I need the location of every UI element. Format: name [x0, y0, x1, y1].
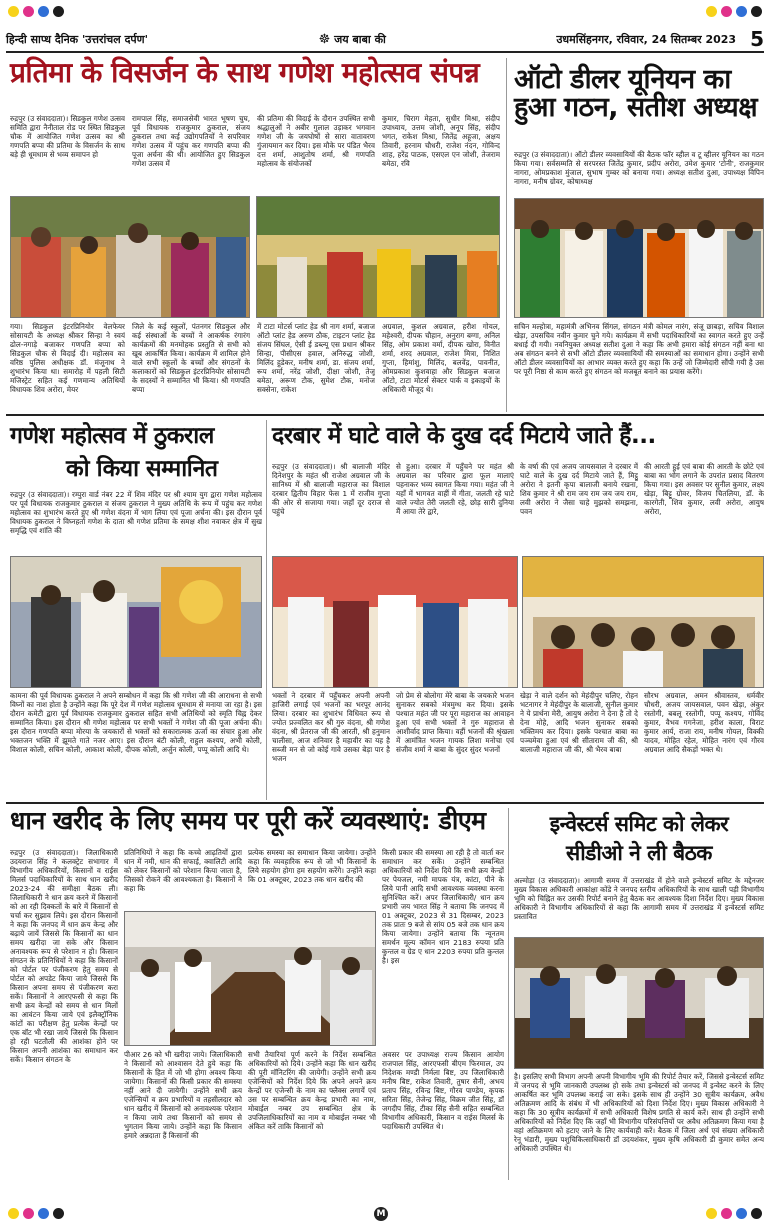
story3-headline-line2: को किया सम्मानित	[66, 456, 218, 482]
story5-col3b: सभी तैयारियां पूर्ण करने के निर्देश सम्बन्धित अधिकारियों को दिये। उन्होंने कहा कि धान खरीद की पूरी मॉनिटरिंग की जायेगी। उन्होंने सभी क्रय एजेन्सियों को निर्देश दिये कि अपने अपने क्रय केन्द्रों पर एजेन्सी के नाम का फ्लैक्स लगायें एवं उस पर सम्बन्धित क्रय केन्द्र प्रभारी का नाम, मोबाईल नम्बर उप सम्बन्धित क्षेत्र के उपजिलाधिकारियों का नाम व मोबाईल नम्बर भी अंकित करें ताकि किसानों को	[248, 1050, 376, 1131]
story3-body2: कामना की पूर्व विधायक ठुकराल ने अपने सम्बोधन में कहा कि श्री गणेश जी की आराधना से सभी विघ्नों का नाश होता है उन्होंने कहा कि पूरे देश में गणेश महोत्सव धूमधाम से मनाया जा रहा है। इस दौरान कमेटी द्वारा पूर्व विधायक राजकुमार ठुकराल सहित सभी अतिथियों को स्मृति चिह्न देकर सम्मानित किया। इस दौरान श्री गणेश महोत्सव पर सभी भक्तों ने गणेश जी की पूजा अर्चना की। इस दौरान गणपति बप्पा मोरया के जयकारों से भक्तों को सकारात्मक ऊर्जा का संचार हुआ और भक्तजन भक्ति में झूमते गाते नजर आए। इस दौरान बंटी कोली, राहुल कश्यप, अभी कोली, विशाल कोली, सचिन कोली, आकाश कोली, दीपक कोली, अर्जुन कोली, पप्पू कोली आदि थे।	[10, 691, 262, 754]
story1-col1b: गया। सिडकुल इंटरप्रिनियोर वेलफेयर सोसायटी के अध्यक्ष श्रीकर सिन्हा ने स्वयं ढोल-नगाड़े बजाकर गणपति बप्पा को सिडकुल चौक से विदाई दी। महोत्सव का वरिष्ठ पुलिस अधीक्षक डॉ. मंजूनाथ ने शुभारंभ किया था। समारोह में पहली सिटी मजिस्ट्रेट सहित कई गणमान्य अतिथियों विधायक शिव अरोरा, मेयर	[10, 322, 125, 394]
story1-col4: कुमार, चिराग मेहता, सुधीर मिश्रा, संदीप उपाध्याय, उत्तम जोशी, अनूप सिंह, संदीप भगत, राकेश मिश्रा, जितेंद्र अहूजा, अक्षय तिवारी, हरनाम चौधरी, राजेश नंदन, गोविन्द शाह, हरेंद्र पाठक, एसएल एन जोशी, तेजराम बमेठा, रवि	[382, 114, 500, 168]
footer-logo: M	[374, 1207, 388, 1221]
story1-col4b: अग्रवाल, कुशल अग्रवाल, हरीश गोयल, महेश्वरी, दीपक चौहान, अनुराग बग्गा, अनिल सिंह, ओम प्रकाश वर्मा, दीपक खोरा, विनीत शर्मा, शरद अग्रवाल, राजेश मित्रा, निशित गुप्ता, हिमांशु, मिलिंद, बलवेंद्र, पावनीत, ओमप्रकाश कुशवाहा और सिडकुल बजाज ऑटो, टाटा मोटर्स सेक्टर पार्क व इकाइयों के अधिकारी मौजूद थे।	[382, 322, 500, 394]
story4-col2: से हुआ। दरबार में पहुँचने पर महंत श्री अग्रवाल का परिवार द्वारा फूल मालाएं पहनाकर भव्य स्वागत किया गया। महंत जी ने यहाँ में भागवत वाहीं में गीता, जलती रहे घाटे वाले ज्योत तेरी जलती रहे, छोड़ सारी दुनिया मैं आया तेरे द्वारे,	[396, 462, 514, 516]
black-dot	[53, 6, 64, 17]
header-rule	[6, 51, 764, 53]
story1-col3b: में टाटा मोटर्स प्लांट हेड श्री नाग शर्मा, बजाज ऑटो प्लांट हेड अरुण ठौक, टाइटन प्लांट हेड संजय सिंघल, ऐसी ई डब्ल्यू एस प्रधान श्रीकर सिन्हा, पीसीएस हवाल, अनिरुद्ध जोशी, मिलिंद हुडेकर, मनीष शर्मा, डा. संजय शर्मा, रूप शर्मा, नरेंद्र जोशी, दीक्षा जोशी, तेजू बमेठा, अरूण टौक, सुमेश टौक, मनोज सक्सेना, राकेश	[257, 322, 375, 394]
yellow-dot	[8, 6, 19, 17]
center-tag: जय बाबा की	[334, 32, 386, 46]
om-icon: ☸	[318, 31, 331, 47]
story6-headline-wrap	[514, 810, 764, 868]
column-divider-3	[508, 808, 509, 1180]
story5-col4: किसी प्रकार की समस्या आ रही है तो वार्ता कर समाधान कर सकें। उन्होंने सम्बन्धित अधिकारियों को निर्देश दिये कि सभी क्रय केन्द्रों पर पेयजल, नमी मापक यंत्र, कांटा, पीने के लिये पानी आदि सभी आवश्यक व्यवस्था करना सुनिश्चित करें। अपर जिलाधिकारी/ धान क्रय प्रभारी जय भारत सिंह ने बताया कि जनपद में 01 अक्टूबर, 2023 से 31 दिसम्बर, 2023 तक प्रातः 9 बजे से सांय 05 बजे तक धान क्रय किया जायेगा। उन्होंने बताया कि न्यूनतम समर्थन मूल्य कॉमन धान 2183 रुपया प्रति कुन्तल व ग्रेड ए धान 2203 रुपया प्रति कुन्तल है। इस	[382, 848, 504, 965]
story4-col1: रुद्रपुर (उ स‍ंवाददाता)। श्री बालाजी मंदिर दिनेशपुर के महंत श्री राजेश अग्रवाल जी के सानिध्य में श्री बालाजी महाराज का विशाल दरबार द्वितीय विहार फेस 1 में राजीव गुप्ता की ओर से सजाया गया। जहाँ दूर दराज से पहुंचे	[272, 462, 390, 516]
story4-photo-left	[272, 556, 518, 688]
story1-photo-left	[10, 196, 250, 318]
story6-body2: है। इसलिए सभी विभाग अपनी अपनी विभागीय भूमि की रिपोर्ट तैयार करें, जिससे इन्वेस्टर्स समिट में जनपद से भूमि जानकारी उपलब्ध हो सके तथा इन्वेस्टर्स को जनपद में इन्वेस्ट करने के लिए आकर्षित कर भूमि उपलब्ध कराई जा सके। इसके साथ ही उन्होंने 30 सूत्रीय कार्यक्रम, अवैध अतिक्रमण आदि के संबंध में भी अधिकारियों को दिशा निर्देश दिए। मुख्य विकास अधिकारी ने कहा कि 30 सूत्रीय कार्यक्रमों में सभी अधिकारी विशेष प्रगति से कार्य करें। साथ ही उन्होंने सभी अधिकारियों को निर्देश दिए कि जहाँ भी विभागीय परिसंपत्तियों पर अवैध अतिक्रमण किया गया है वहां अतिक्रमण को हटाए जाने के लिए कार्यवाही करें। बैठक में जिला अर्थ एवं संख्या अधिकारी रेनू भंडारी, मुख्य पशुचिकित्साधिकारी डॉ उदयशंकर, मुख्य कृषि अधिकारी डी कुमार समेत अन्य अधिकारी उपस्थित थे।	[514, 1072, 764, 1153]
story6-headline-line2: सीडीओ ने ली बैठक	[566, 841, 712, 865]
yellow-dot	[706, 6, 717, 17]
pink-dot	[23, 6, 34, 17]
story4-col3: के वर्षा की एवं अजय जायसवाल ने दरबार में घाटे वाले के दुख दर्द मिटाये जाते हैं, मिट्ठू अरोरा ने इतनी कृपा बालाजी बनाये रखना, शिव कुमार ने श्री राम जय राम जय जय राम, लवी अरोरा ने जैसा चाहे मुझको समझना, पवन	[520, 462, 638, 516]
story4-col4b: सौरभ अग्रवाल, अमन श्रीवास्तव, धर्मवीर चौधरी, अजय जायसवाल, पवन खेड़ा, अंकुर रस्तोगी, बबलू रस्तोगी, पप्पू कश्यप, गोविंद कुमार, वैभव गगनेजा, हरीश काला, विराट कुमार आर्य, राजा राय, मनीष गोयल, विक्की यादव, मोहित रहेल, मोहित नारंग एवं गौरव अग्रवाल आदि सैकड़ों भक्त थे।	[644, 691, 764, 754]
paper-name: हिन्दी साप्ध दैनिक 'उत्तरांचल दर्पण'	[6, 32, 148, 46]
black-dot	[751, 6, 762, 17]
yellow-dot	[706, 1208, 717, 1219]
story1-col2: रामपाल सिंह, समाजसेवी भारत भूषण चुघ, पूर्व विधायक राजकुमार ठुकराल, संजय ठुकराल तथा कई उद्योगपतियों ने सपरिवार गणेश उत्सव में पहुंच कर गणपति बप्पा की पूजा अर्चना की थी। आयोजित हुए सिडकुल गणेश उत्सव में	[132, 114, 250, 168]
story4-col1b: भक्तों ने दरबार में पहुँचकर अपनी अपनी हाजिरी लगाई एवं भजनों का भरपूर आनंद लिया। दरबार का शुभारंभ विधिवत रूप से ज्योत प्रज्वलित कर श्री गुरु वंदना, श्री गणेश वंदना, श्री प्रेतराज जी की आरती, श्री हनुमान चालीसा, आज शनिवार है महावीर का यह है सब्जी मन से जो कोई गावे उसका बेड़ा पार है भजन	[272, 691, 390, 763]
pink-dot	[721, 1208, 732, 1219]
bottom-left-dots	[8, 1208, 64, 1219]
bottom-right-dots	[706, 1208, 762, 1219]
column-divider-2	[266, 420, 267, 800]
page-number: 5	[750, 27, 764, 51]
center-tag-wrap	[318, 32, 385, 47]
blue-dot	[736, 1208, 747, 1219]
story1-col3: की प्रतिमा की विदाई के दौरान उपस्थित सभी श्रद्धालुओं ने अबीर गुलाल उड़ाकर भगवान गणेश जी के जयघोषों से सारा वातावरण गुंजायमान कर दिया। इस मौके पर पंडित भैरव दत्त शर्मा, आशुतोष शर्मा, श्री गणपति महोत्सव के संयोजकों	[257, 114, 375, 168]
section-rule-2	[6, 802, 764, 804]
story5-headline: धान खरीद के लिए समय पर पूरी करें व्यवस्थाएं: डीएम	[10, 806, 486, 835]
dateline: उधमसिंहनगर, रविवार, 24 सितम्बर 2023	[556, 32, 737, 46]
column-divider	[506, 58, 507, 412]
story5-col4b: अवसर पर उपाध्यक्ष राज्य किसान आयोग राजपाल सिंह, आरएफसी बीएम फिरमाल, उप निदेशक मण्डी निर्मला बिष्ट, उप जिलाधिकारी मनीष बिष्ट, राकेश तिवारी, तुषार सैनी, अभय प्रताप सिंह, रविन्द्र बिष्ट, गौरव पाण्डेय, कृपक सरिता सिंह, तेजेन्द्र सिंह, विक्रम जीत सिंह, डाॅ जगदीप सिंह, टीका सिंह सैनी सहित सम्बन्धित विभागीय अधिकारी, किसान व राईस मिलर्स के पदाधिकारी उपस्थित थे।	[382, 1050, 504, 1131]
story3-body: रुद्रपुर (उ स‍ंवाददाता)। रम्पुरा वार्ड नंबर 22 में शिव मंदिर पर श्री श्याम युग द्वारा गणेश महोत्सव पर पूर्व विधायक राजकुमार ठुकराल व संजय ठुकराल ने मुख्य अतिथि के रूप में पहुंच कर गणेश महोत्सव का शुभारंभ करते हुए श्री गणेश वंदना में भाग लिया एवं पूजा अर्चना की। इस दौरान पूर्व विधायक ठुकराल ने विघ्नहर्ता गणेश के दाता श्री गणेश प्रतिमा के समक्ष शीश नवाकर क्षेत्र में सुख समृद्धि एवं शांति की	[10, 490, 262, 535]
blue-dot	[38, 1208, 49, 1219]
pink-dot	[23, 1208, 34, 1219]
story6-headline-line1: इन्वेस्टर्स समिट को लेकर	[549, 812, 729, 836]
story5-col1: रुद्रपुर (उ स‍ंवाददाता)। जिलाधिकारी उदयराज सिंह ने कलक्ट्रेट सभागार में विभागीय अधिकारियों, किसानों व राईस मिलर्स पदाधिकारियों के साथ धान खरीद 2023-24 की समीक्षा बैठक ली। जिलाधिकारी ने धान क्रय करने में किसानों को आ रही दिक्कतों के बारे में किसानों से चर्चा कर सुझाव लिये। इस दौरान किसानों ने कहा कि जनपद में धान क्रय केन्द्र और बढ़ाये जायें जिससे कि किसानों का धान समय खरीदा जा सके और किसान अनावश्यक रूप से परेशान न हो। किसान संगठन के प्रतिनिधियों ने कहा कि किसानों को पोर्टल पर पंजीकरण हेतु समय से पोर्टल को अपडेट किया जाये जिससे कि किसान अपना समय से पंजीकरण करा सकें। किसानों ने आरएफसी से कहा कि सभी क्रय केन्द्रों को समय से धान मिलों का आवंटन किया जाये एवं इलैक्ट्रॉनिक कांटों का परीक्षण हेतु प्रत्येक केन्द्रों पर एक बॉट भी रखा जाये जिससे कि किसान हो रही घटतौली की आशंका होने पर किसान अपनी आशंका का समाधान कर सकें। किसान संगठन के	[10, 848, 118, 1064]
pink-dot	[721, 6, 732, 17]
story1-col2b: जिले के कई स्कूलों, पंतनगर सिडकुल और कई संस्थाओं के बच्चों ने आकर्षक रंगारंग कार्यक्रमों की मनमोहक प्रस्तुति से सभी को खूब आकर्षित किया। कार्यक्रम में शामिल होने वाले सभी स्कूलों के बच्चों और संगठनों के कलाकारों को सिडकुल इंटरप्रिनियोर सोसायटी के सदस्यों ने सम्मानित भी किया। श्री गणपति बप्पा	[132, 322, 250, 394]
header-right	[556, 27, 764, 51]
page-header	[6, 28, 764, 50]
section-rule-1	[6, 414, 764, 416]
story1-col1: रुद्रपुर (उ स‍ंवाददाता)। सिडकुल गणेश उत्सव समिति द्वारा नैनीताल रोड पर स्थित सिडकुल चौक में आयोजित गणेश उत्सव का श्री गणपति बप्पा की प्रतिमा के विसर्जन के साथ बड़े ही धूमधाम से भव्य समापन हो	[10, 114, 125, 159]
story5-col2: प्रतिनिधियों ने कहा कि कच्चे आढ़तियों द्वारा धान में नमी, धान की सफाई, क्वालिटी आदि को लेकर किसानों को परेशान किया जाता है, जिसको रोकने की आवश्यकता है। किसानों ने कहा कि	[124, 848, 242, 893]
story5-photo	[124, 911, 376, 1046]
story6-body: अल्मोड़ा (उ स‍ंवाददाता)। आगामी समय में उत्तराखंड में होने वाले इन्वेस्टर्स समिट के मद्देनजर मुख्य विकास अधिकारी आकांक्षा कोंडे ने जनपद स्तरीय अधिकारियों के साथ खाली पड़ी विभागीय भूमि को चिह्नित कर उसकी रिपोर्ट बनाने हेतु बैठक कर आवश्यक दिशा निर्देश दिए। मुख्य विकास अधिकारी ने विभागीय अधिकारियों से कहा कि आगामी समय में उत्तराखंड में इन्वेस्टर्स समिट प्रस्तावित	[514, 876, 764, 921]
black-dot	[751, 1208, 762, 1219]
story3-photo	[10, 556, 262, 688]
story4-col3b: खेड़ा ने वाले दर्शन को मेहंदीपुर चलिए, रोहन भटनागर ने मेहंदीपुर के बालाजी, सुनील कुमार ने ये प्रार्थना मेरी, आयुष अरोरा ने देना है तो दे देना मोहे, आदि भजन सुनाकर सबको भक्तिमय कर दिया। इसके पश्चात बाबा का पञ्चमेवा हुआ एवं श्री सीताराम जी की, श्री बालाजी महाराज जी की, श्री भैरव बाबा	[520, 691, 638, 754]
story4-col4: की आरती हुई एवं बाबा की आरती के छोटे एवं बाबा का भोग लगाने के उपरांत प्रसाद वितरण किया गया। इस अवसर पर सुनील कुमार, लक्ष्य खेड़ा, बिट्टू ग्रोवर, विजय चितलिया, डॉ. के कारगेती, शिव कुमार, लवी अरोरा, आयुष अरोरा,	[644, 462, 764, 516]
top-left-dots	[8, 6, 64, 17]
story5-col3: प्रत्येक समस्या का समाधान किया जायेगा। उन्होंने कहा कि व्यवहारिक रूप से जो भी किसानों के लिये सहयोग होगा हम सहयोग करेंगे। उन्होंने कहा कि 01 अक्टूबर, 2023 तक धान खरीद की	[248, 848, 376, 884]
blue-dot	[38, 6, 49, 17]
story1-headline: प्रतिमा के विसर्जन के साथ गणेश महोत्सव संपन्न	[10, 56, 480, 89]
yellow-dot	[8, 1208, 19, 1219]
story3-headline-wrap	[10, 420, 260, 486]
page-footer	[0, 1206, 770, 1222]
story2-photo	[514, 198, 764, 318]
story5-col2b: पीआर 26 को भी खरीदा जाये। जिलाधिकारी ने किसानों को आश्वासन देते हुये कहा कि किसानों के हित में जो भी होगा अवश्य किया जायेगा। किसानों की किसी प्रकार की समस्या नहीं आने दी जायेगी। उन्होंने सभी क्रय एजेन्सियों व क्रय प्रभारियों व तहसीलदार को धान खरीद में किसानों को अनावश्यक परेशान न किया जाये तथा किसानों को समय से भुगतान किया जाये। उन्होंने कहा कि किसान हमारे अन्नदाता हैं किसानों की	[124, 1050, 242, 1140]
story4-headline: दरबार में घाटे वाले के दुख दर्द मिटाये जाते हैं...	[272, 423, 656, 449]
story2-headline: ऑटो डीलर यूनियन का हुआ गठन, सतीश अध्यक्ष	[514, 64, 758, 124]
story2-body: रुद्रपुर (उ स‍ंवाददाता)। ऑटो डीलर व्यवसायियों की बैठक फॉर ब्हील व टू व्हीलर यूनियन का गठन किया गया। सर्वसम्मति से सरपरस्त जितेंद्र कुमार, प्रदीप अरोरा, उमेश कुमार 'टोनी', राजकुमार नागरा, ओमप्रकाश मुंजाल, सुभाष गुम्बर को बनाया गया। अध्यक्ष सतीश दुआ, उपाध्यक्ष विपिन नागरा, मनीष ग्रोवर, कोषाध्यक्ष	[514, 150, 764, 186]
story1-photo-right	[256, 196, 500, 318]
story4-photo-right	[522, 556, 764, 688]
story2-body2: सचिन मल्होत्रा, महामंत्री अभिनव सिंगल, संगठन मंत्री कोमल नारंग, संजू छाबड़ा, सचिव विशाल खेड़ा, उपसचिव नवीन कुमार चुने गये। कार्यक्रम में सभी पदाधिकारियों का स्वागत करते हुए उन्हें बधाई दी गयी। नवनियुक्त अध्यक्ष सतीश दुआ ने कहा कि अभी हमारा कोई संगठन नहीं बना था अब संगठन बनने से सभी ऑटो डीलर व्यवसायियों की समस्याओं का समाधान होगा। उन्होंने सभी ऑटो डीलर व्यवसायियों का आभार व्यक्त करते हुए कहा कि उन्हें जो जिम्मेदारी सौंपी गयी है उस पर पूरी निष्ठा से काम करते हुए संगठन को मजबूत बनाने का प्रयास करेंगे।	[514, 322, 764, 376]
black-dot	[53, 1208, 64, 1219]
top-right-dots	[706, 6, 762, 17]
story6-photo	[514, 937, 764, 1069]
blue-dot	[736, 6, 747, 17]
story3-headline-line1: गणेश महोत्सव में ठुकराल	[10, 423, 214, 449]
story4-col2b: जो प्रेम से बोलोगा मेरे बाबा के जयकारे भजन सुनाकर सबको मंत्रमुग्ध कर दिया। इसके पश्चात महंत जी पर पूरा महाराज का आवाहन हुआ एवं सभी भक्तों ने गुरु महाराज से आशीर्वाद प्राप्त किया। वहीं भजनों की श्रृंखला में आमंत्रित भजन गायक लिशा मनोचा एवं संजीव शर्मा ने बाबा के सुंदर सुंदर भजनों	[396, 691, 514, 754]
